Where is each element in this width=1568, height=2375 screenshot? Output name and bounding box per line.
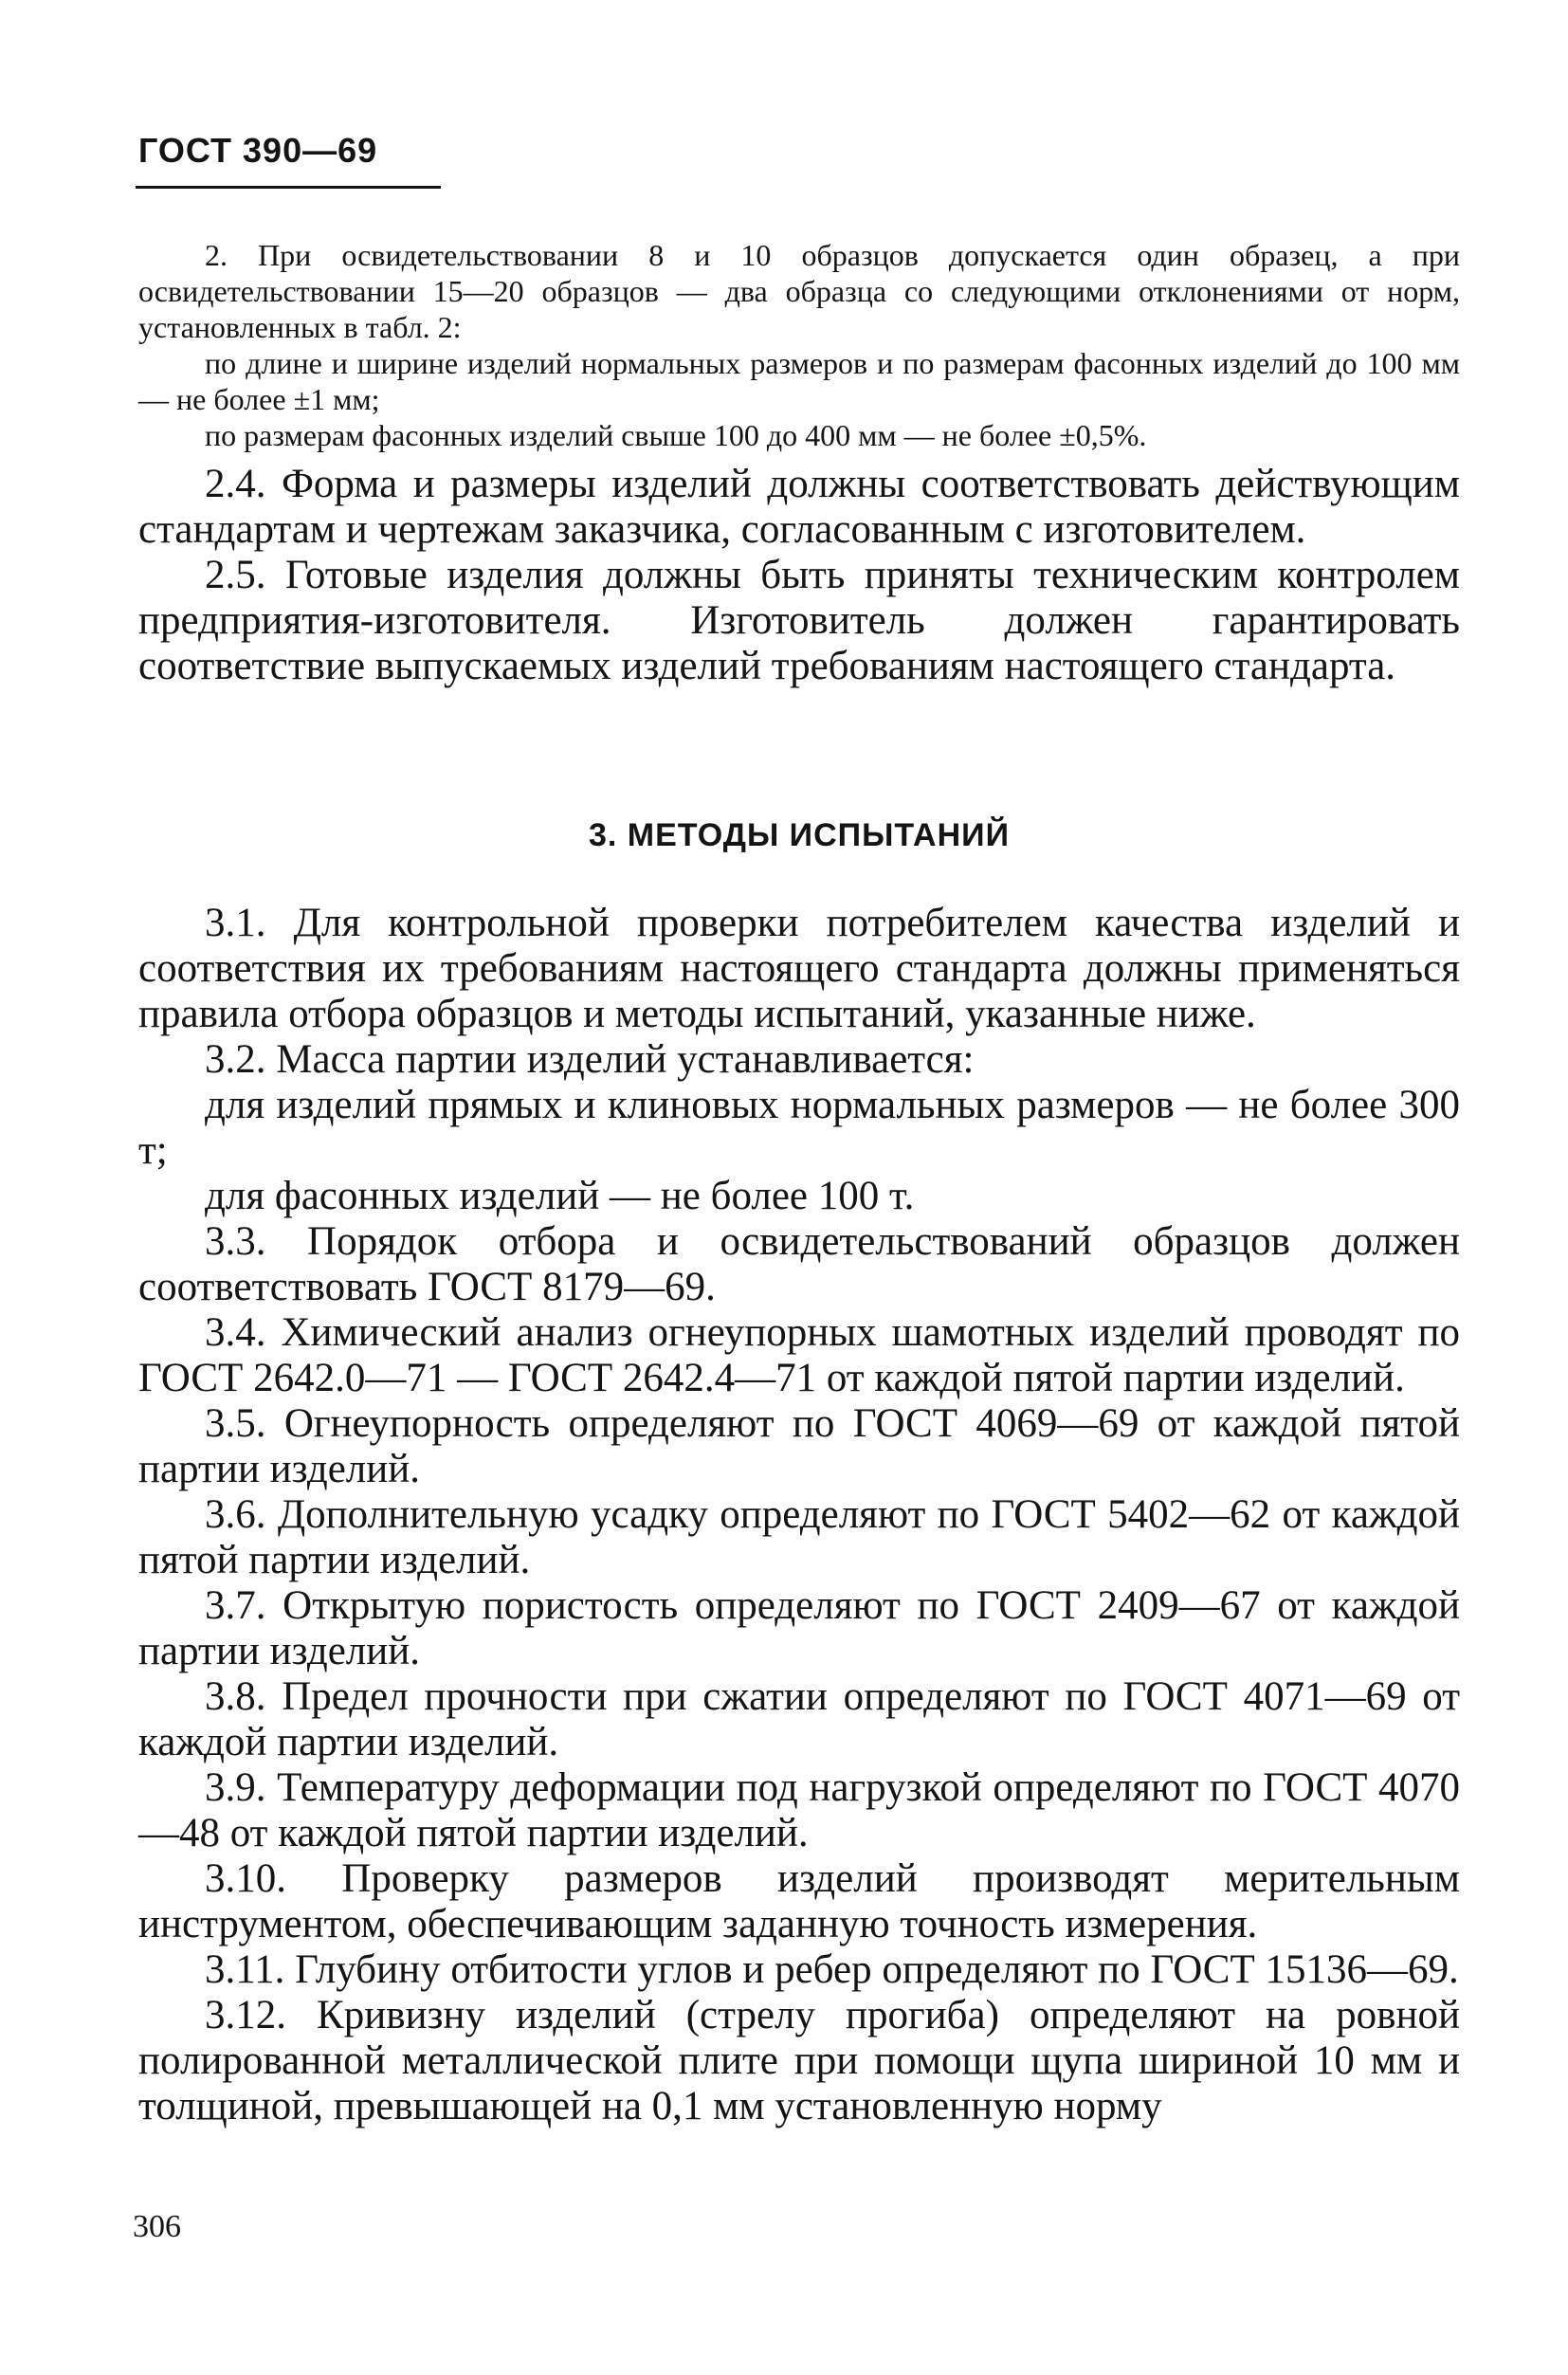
clause-3-2-item-2: для фасонных изделий — не более 100 т. xyxy=(205,1174,915,1218)
clause-3-10: 3.10. Проверку размеров изделий производят мерительным инструментом, обеспечивающим заданную точность измерения. xyxy=(138,1856,1460,1946)
clause-3-1: 3.1. Для контрольной проверки потребителем качества изделий и соответствия их требованиям настоящего стандарта должны применяться правила отбора образцов и методы испытаний, указанные ниже. xyxy=(138,901,1460,1036)
tolerance-item-1: по длине и ширине изделий нормальных размеров и по размерам фасонных изделий до 100 мм — не более ±1 мм; xyxy=(138,346,1460,416)
clause-3-8: 3.8. Предел прочности при сжатии определяют по ГОСТ 4071—69 от каждой партии изделий. xyxy=(138,1674,1460,1764)
clause-3-7: 3.7. Открытую пористость определяют по ГОСТ 2409—67 от каждой партии изделий. xyxy=(138,1583,1460,1673)
clause-3-4: 3.4. Химический анализ огнеупорных шамотных изделий проводят по ГОСТ 2642.0—71 — ГОСТ 2642.4—71 от каждой пятой партии изделий. xyxy=(138,1310,1460,1400)
clause-2-5: 2.5. Готовые изделия должны быть приняты техническим контролем предприятия-изготовителя. Изготовитель должен гарантировать соответствие выпускаемых изделий требованиям настоящего стандарта. xyxy=(138,553,1460,688)
clause-3-5: 3.5. Огнеупорность определяют по ГОСТ 4069—69 от каждой пятой партии изделий. xyxy=(138,1401,1460,1491)
section-3-title: 3. МЕТОДЫ ИСПЫТАНИЙ xyxy=(589,817,1010,853)
clause-3-6: 3.6. Дополнительную усадку определяют по ГОСТ 5402—62 от каждой пятой партии изделий. xyxy=(138,1492,1460,1582)
clause-3-12: 3.12. Кривизну изделий (стрелу прогиба) определяют на ровной полированной металлической плите при помощи щупа шириной 10 мм и толщиной, превышающей на 0,1 мм установленную норму xyxy=(138,1993,1460,2128)
tolerance-intro: 2. При освидетельствовании 8 и 10 образцов допускается один образец, а при освидетельствовании 15—20 образцов — два образца со следующими отклонениями от норм, установленных в табл. 2: xyxy=(138,238,1460,344)
section-3-body xyxy=(138,901,1460,2129)
clause-3-2-item-1: для изделий прямых и клиновых нормальных размеров — не более 300 т; xyxy=(138,1083,1460,1173)
clause-3-2: 3.2. Масса партии изделий устанавливается: xyxy=(205,1037,975,1082)
page-number: 306 xyxy=(133,2209,181,2244)
clause-3-11: 3.11. Глубину отбитости углов и ребер определяют по ГОСТ 15136—69. xyxy=(205,1947,1459,1992)
header-rule xyxy=(136,186,441,189)
clause-3-9: 3.9. Температуру деформации под нагрузкой определяют по ГОСТ 4070—48 от каждой пятой партии изделий. xyxy=(138,1765,1460,1855)
clause-3-3: 3.3. Порядок отбора и освидетельствований образцов должен соответствовать ГОСТ 8179—69. xyxy=(138,1219,1460,1309)
document-header: ГОСТ 390—69 xyxy=(138,131,378,170)
clauses-2 xyxy=(138,462,1460,689)
clause-2-tolerances xyxy=(138,237,1460,453)
clause-2-4: 2.4. Форма и размеры изделий должны соответствовать действующим стандартам и чертежам заказчика, согласованным с изготовителем. xyxy=(138,462,1460,552)
tolerance-item-2: по размерам фасонных изделий свыше 100 до 400 мм — не более ±0,5%. xyxy=(205,418,1147,452)
